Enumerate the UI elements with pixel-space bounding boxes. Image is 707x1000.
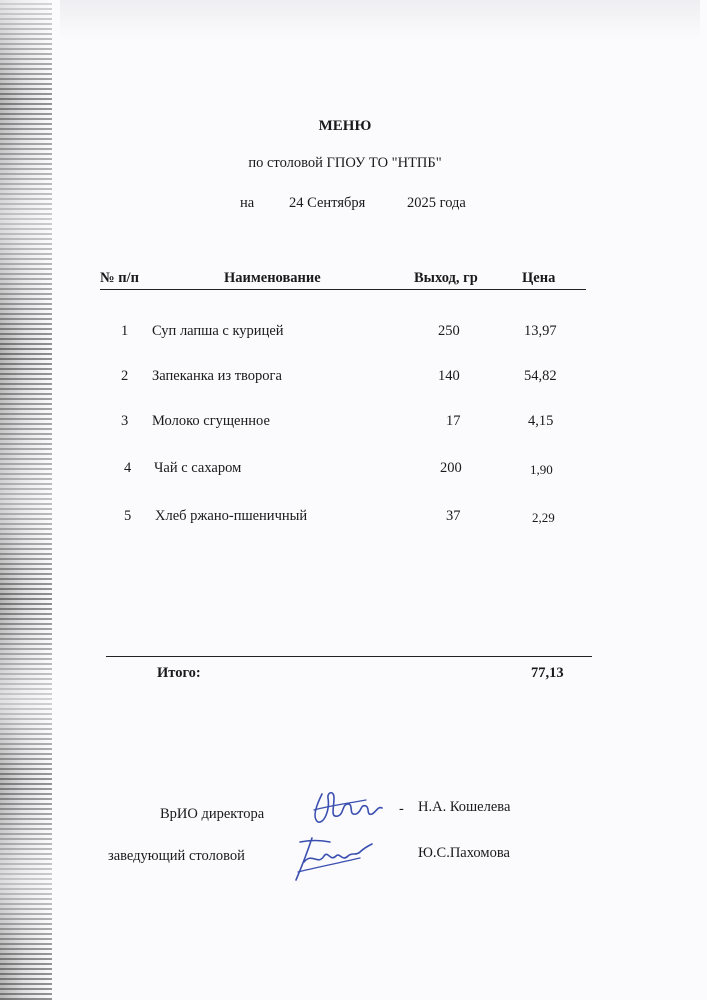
header-rule bbox=[100, 289, 586, 290]
table-row bbox=[0, 508, 707, 532]
row-price: 54,82 bbox=[524, 368, 557, 384]
row-price: 13,97 bbox=[524, 323, 557, 339]
total-label: Итого: bbox=[157, 665, 201, 681]
row-num: 5 bbox=[124, 508, 132, 524]
row-weight: 37 bbox=[446, 508, 461, 524]
signatory-position-canteen-head: заведующий столовой bbox=[108, 848, 245, 864]
signatory-name-canteen-head: Ю.С.Пахомова bbox=[418, 845, 510, 861]
table-row bbox=[0, 413, 707, 437]
column-header-name: Наименование bbox=[224, 270, 321, 286]
date-day-month: 24 Сентября bbox=[289, 195, 366, 211]
signatory-dash: - bbox=[399, 801, 404, 817]
document-title: МЕНЮ bbox=[318, 118, 372, 134]
canteen-head-signature-image bbox=[290, 832, 376, 886]
row-price: 2,29 bbox=[532, 510, 555, 525]
row-price: 4,15 bbox=[528, 413, 554, 429]
row-name: Суп лапша с курицей bbox=[152, 323, 284, 339]
row-name: Молоко сгущенное bbox=[152, 413, 270, 429]
row-weight: 140 bbox=[438, 368, 460, 384]
row-weight: 17 bbox=[446, 413, 461, 429]
table-row bbox=[0, 460, 707, 484]
row-num: 1 bbox=[121, 323, 129, 339]
row-weight: 200 bbox=[440, 460, 462, 476]
scan-noise-top bbox=[60, 0, 700, 40]
date-prefix: на bbox=[240, 195, 255, 211]
row-num: 2 bbox=[121, 368, 129, 384]
row-name: Запеканка из творога bbox=[152, 368, 282, 384]
row-num: 3 bbox=[121, 413, 129, 429]
director-signature-image bbox=[308, 786, 390, 830]
column-header-weight: Выход, гр bbox=[414, 270, 478, 286]
signatory-position-director: ВрИО директора bbox=[160, 806, 265, 822]
row-weight: 250 bbox=[438, 323, 460, 339]
table-row bbox=[0, 368, 707, 392]
total-value: 77,13 bbox=[531, 665, 564, 681]
row-name: Хлеб ржано-пшеничный bbox=[155, 508, 308, 524]
total-rule bbox=[106, 656, 592, 657]
row-price: 1,90 bbox=[530, 462, 553, 477]
date-year: 2025 года bbox=[407, 195, 466, 211]
column-header-num: № п/п bbox=[100, 270, 139, 286]
scan-noise-edge bbox=[0, 0, 52, 1000]
column-header-price: Цена bbox=[522, 270, 556, 286]
row-name: Чай с сахаром bbox=[154, 460, 242, 476]
row-num: 4 bbox=[124, 460, 132, 476]
document-subtitle: по столовой ГПОУ ТО "НТПБ" bbox=[248, 155, 442, 171]
signatory-name-director: Н.А. Кошелева bbox=[418, 799, 511, 815]
table-row bbox=[0, 323, 707, 347]
